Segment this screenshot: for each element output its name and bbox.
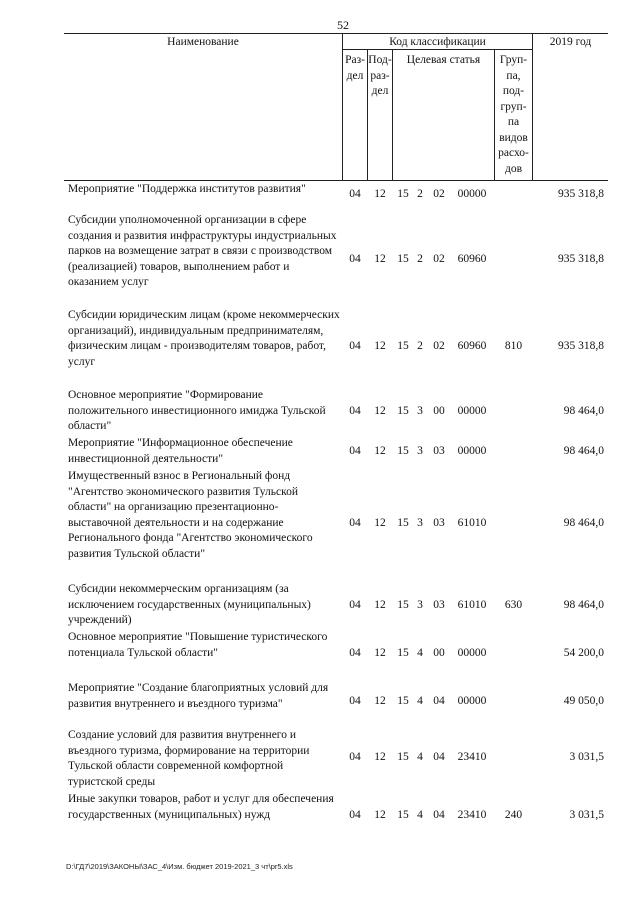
row-razdel: 04 <box>349 517 361 529</box>
header-podrazdel: Под- раз- дел <box>368 54 392 97</box>
row-target-1: 15 <box>397 188 409 200</box>
header-razdel: Раз- дел <box>345 54 365 82</box>
header-target: Целевая статья <box>406 54 481 66</box>
row-target-2: 3 <box>417 599 423 611</box>
row-target-1: 15 <box>397 253 409 265</box>
row-amount: 98 464,0 <box>563 405 604 417</box>
row-target-4: 00000 <box>457 445 487 457</box>
header-name: Наименование <box>167 36 239 48</box>
row-target-2: 2 <box>417 188 423 200</box>
row-name: Субсидии некоммерческим организациям (за исключением государственных (муниципальных) учреждений) <box>68 583 311 627</box>
row-group: 240 <box>504 809 523 821</box>
row-podrazdel: 12 <box>374 599 386 611</box>
row-podrazdel: 12 <box>374 188 386 200</box>
header-group: Груп- па, под- груп- па видов расхо- дов <box>498 54 529 175</box>
row-target-2: 2 <box>417 340 423 352</box>
row-target-2: 4 <box>417 695 423 707</box>
row-name: Основное мероприятие "Повышение туристического потенциала Тульской области" <box>68 631 328 659</box>
row-amount: 49 050,0 <box>563 695 604 707</box>
row-razdel: 04 <box>349 188 361 200</box>
row-amount: 98 464,0 <box>563 599 604 611</box>
row-target-1: 15 <box>397 340 409 352</box>
row-name: Мероприятие "Создание благоприятных условий для развития внутреннего и въездного туризма" <box>68 682 329 710</box>
row-target-3: 02 <box>433 253 445 265</box>
row-target-2: 4 <box>417 647 423 659</box>
row-amount: 3 031,5 <box>569 751 604 763</box>
row-target-4: 00000 <box>457 188 487 200</box>
row-target-4: 23410 <box>457 751 487 763</box>
row-amount: 935 318,8 <box>558 188 604 200</box>
row-target-3: 03 <box>433 445 445 457</box>
row-target-3: 02 <box>433 340 445 352</box>
row-target-4: 61010 <box>457 599 487 611</box>
row-target-1: 15 <box>397 405 409 417</box>
row-podrazdel: 12 <box>374 340 386 352</box>
row-amount: 935 318,8 <box>558 340 604 352</box>
row-podrazdel: 12 <box>374 809 386 821</box>
row-razdel: 04 <box>349 695 361 707</box>
row-target-4: 00000 <box>457 695 487 707</box>
row-target-2: 4 <box>417 751 423 763</box>
row-target-2: 3 <box>417 517 423 529</box>
row-target-2: 4 <box>417 809 423 821</box>
row-target-3: 04 <box>433 695 445 707</box>
row-target-2: 3 <box>417 445 423 457</box>
row-name: Создание условий для развития внутреннего и въездного туризма, формирование на территории Тульской области современной комфортной туристской среды <box>68 729 310 788</box>
row-group: 810 <box>504 340 523 352</box>
row-razdel: 04 <box>349 647 361 659</box>
row-target-1: 15 <box>397 445 409 457</box>
row-name: Мероприятие "Поддержка институтов развития" <box>68 183 306 195</box>
row-razdel: 04 <box>349 340 361 352</box>
row-name: Субсидии уполномоченной организации в сфере создания и развития инфраструктуры индустриальных парков на возмещение затрат в связи с производством (реализацией) товаров, выполнением работ и оказанием услуг <box>68 214 337 289</box>
row-target-4: 60960 <box>457 253 487 265</box>
row-target-2: 3 <box>417 405 423 417</box>
header-bottom-border <box>64 180 608 181</box>
row-target-2: 2 <box>417 253 423 265</box>
col-divider-podrazdel <box>392 49 393 180</box>
row-target-4: 60960 <box>457 340 487 352</box>
file-path-footer: D:\ГД7\2019\ЗАКОНЫ\ЗАС_4\Изм. бюджет 2019-2021_3 чт\pr5.xls <box>66 862 293 871</box>
row-target-3: 00 <box>433 405 445 417</box>
row-name: Иные закупки товаров, работ и услуг для обеспечения государственных (муниципальных) нужд <box>68 793 334 821</box>
row-target-4: 00000 <box>457 405 487 417</box>
row-target-4: 00000 <box>457 647 487 659</box>
row-amount: 98 464,0 <box>563 445 604 457</box>
row-podrazdel: 12 <box>374 253 386 265</box>
row-target-4: 61010 <box>457 517 487 529</box>
header-code-group: Код классификации <box>389 36 486 48</box>
row-target-3: 04 <box>433 809 445 821</box>
row-podrazdel: 12 <box>374 695 386 707</box>
row-name: Мероприятие "Информационное обеспечение инвестиционной деятельности" <box>68 437 293 465</box>
row-target-1: 15 <box>397 809 409 821</box>
row-razdel: 04 <box>349 809 361 821</box>
row-razdel: 04 <box>349 253 361 265</box>
row-razdel: 04 <box>349 405 361 417</box>
row-razdel: 04 <box>349 599 361 611</box>
row-name: Основное мероприятие "Формирование положительного инвестиционного имиджа Тульской области" <box>68 389 326 433</box>
row-amount: 935 318,8 <box>558 253 604 265</box>
row-amount: 3 031,5 <box>569 809 604 821</box>
row-target-1: 15 <box>397 599 409 611</box>
row-target-1: 15 <box>397 751 409 763</box>
row-amount: 54 200,0 <box>563 647 604 659</box>
header-top-border <box>64 33 608 34</box>
row-name: Имущественный взнос в Региональный фонд "Агентство экономического развития Тульской области" на организацию презентационно-выставочной деятельности и на содержание Регионального фонда "Агентство экономического развития Тульской области" <box>68 470 313 560</box>
row-target-1: 15 <box>397 695 409 707</box>
row-podrazdel: 12 <box>374 405 386 417</box>
row-group: 630 <box>504 599 523 611</box>
row-target-1: 15 <box>397 517 409 529</box>
row-target-3: 02 <box>433 188 445 200</box>
row-razdel: 04 <box>349 445 361 457</box>
row-target-3: 00 <box>433 647 445 659</box>
row-podrazdel: 12 <box>374 647 386 659</box>
row-target-1: 15 <box>397 647 409 659</box>
row-target-4: 23410 <box>457 809 487 821</box>
page-number: 52 <box>337 18 349 32</box>
row-podrazdel: 12 <box>374 517 386 529</box>
row-razdel: 04 <box>349 751 361 763</box>
row-target-3: 03 <box>433 599 445 611</box>
col-divider-code <box>532 33 533 180</box>
row-podrazdel: 12 <box>374 751 386 763</box>
row-target-3: 04 <box>433 751 445 763</box>
header-year: 2019 год <box>549 36 592 48</box>
row-name: Субсидии юридическим лицам (кроме некоммерческих организаций), индивидуальным предпринимателям, физическим лицам - производителям товаров, работ, услуг <box>68 309 340 368</box>
row-target-3: 03 <box>433 517 445 529</box>
row-amount: 98 464,0 <box>563 517 604 529</box>
row-podrazdel: 12 <box>374 445 386 457</box>
